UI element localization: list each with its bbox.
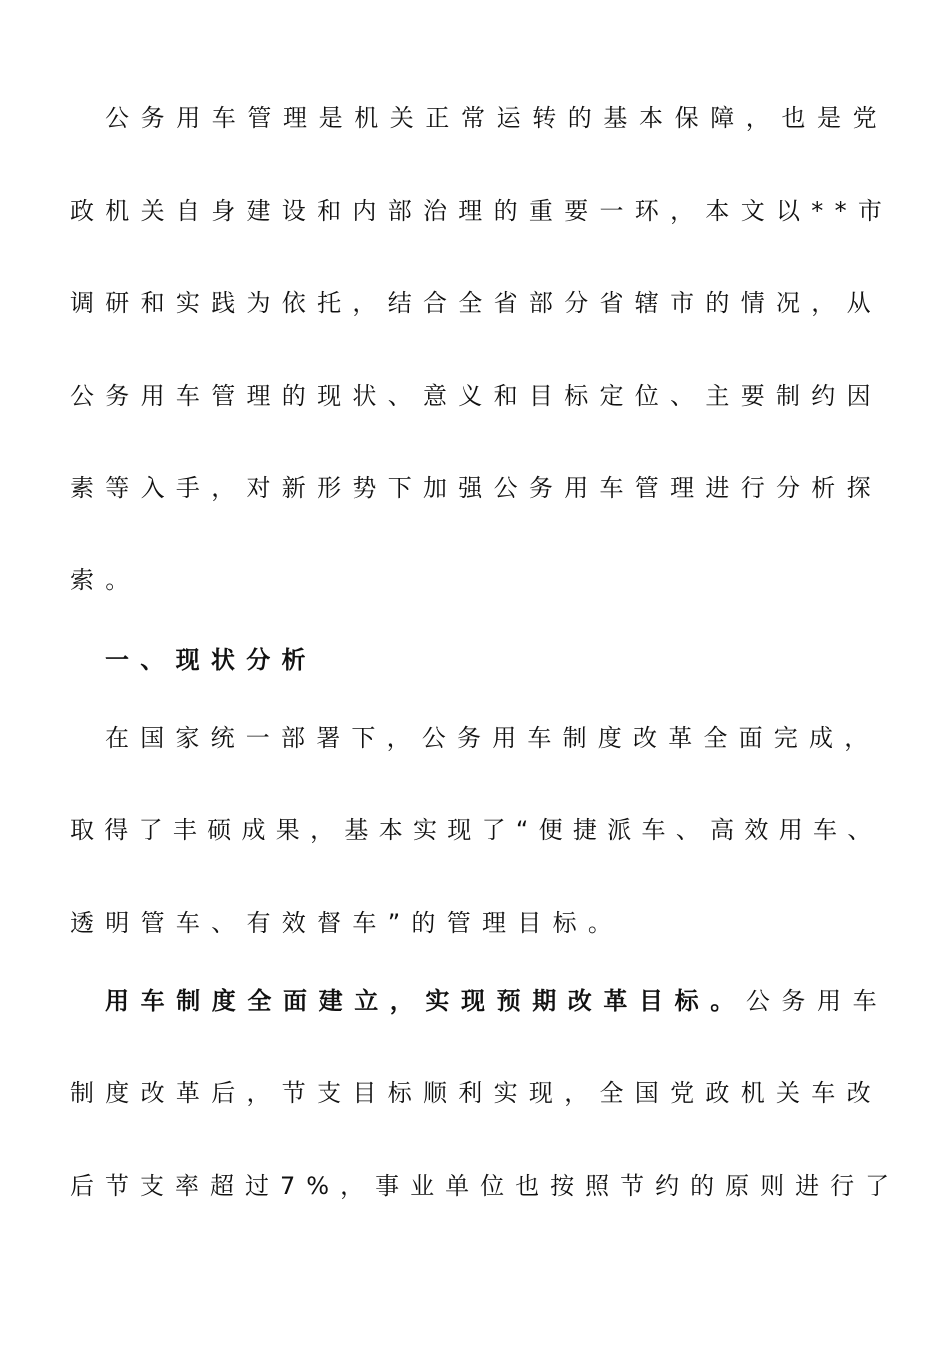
paragraph-2-line-3: 透明管车、有效督车”的管理目标。 [70,909,624,937]
paragraph-3-first-line-rest: 公务用车 [745,987,889,1015]
paragraph-3-line-1 [105,985,888,1017]
paragraph-3-line-3: 后节支率超过7%，事业单位也按照节约的原则进行了 [70,1172,901,1200]
paragraph-2-line-2: 取得了丰硕成果，基本实现了“便捷派车、高效用车、 [70,816,882,844]
paragraph-1-line-3: 调研和实践为依托，结合全省部分省辖市的情况，从 [70,289,882,317]
paragraph-3-bold-lead: 用车制度全面建立，实现预期改革目标。 [105,987,746,1015]
paragraph-1-line-6: 索。 [70,566,141,594]
paragraph-1-line-5: 素等入手，对新形势下加强公务用车管理进行分析探 [70,474,882,502]
paragraph-2-line-1: 在国家统一部署下，公务用车制度改革全面完成， [105,724,880,752]
paragraph-1-line-1: 公务用车管理是机关正常运转的基本保障，也是党 [105,104,889,132]
paragraph-1-line-4: 公务用车管理的现状、意义和目标定位、主要制约因 [70,382,882,410]
paragraph-3-line-2: 制度改革后，节支目标顺利实现，全国党政机关车改 [70,1079,882,1107]
section-heading: 一、现状分析 [105,646,317,674]
paragraph-1-line-2: 政机关自身建设和内部治理的重要一环，本文以**市 [70,197,894,225]
